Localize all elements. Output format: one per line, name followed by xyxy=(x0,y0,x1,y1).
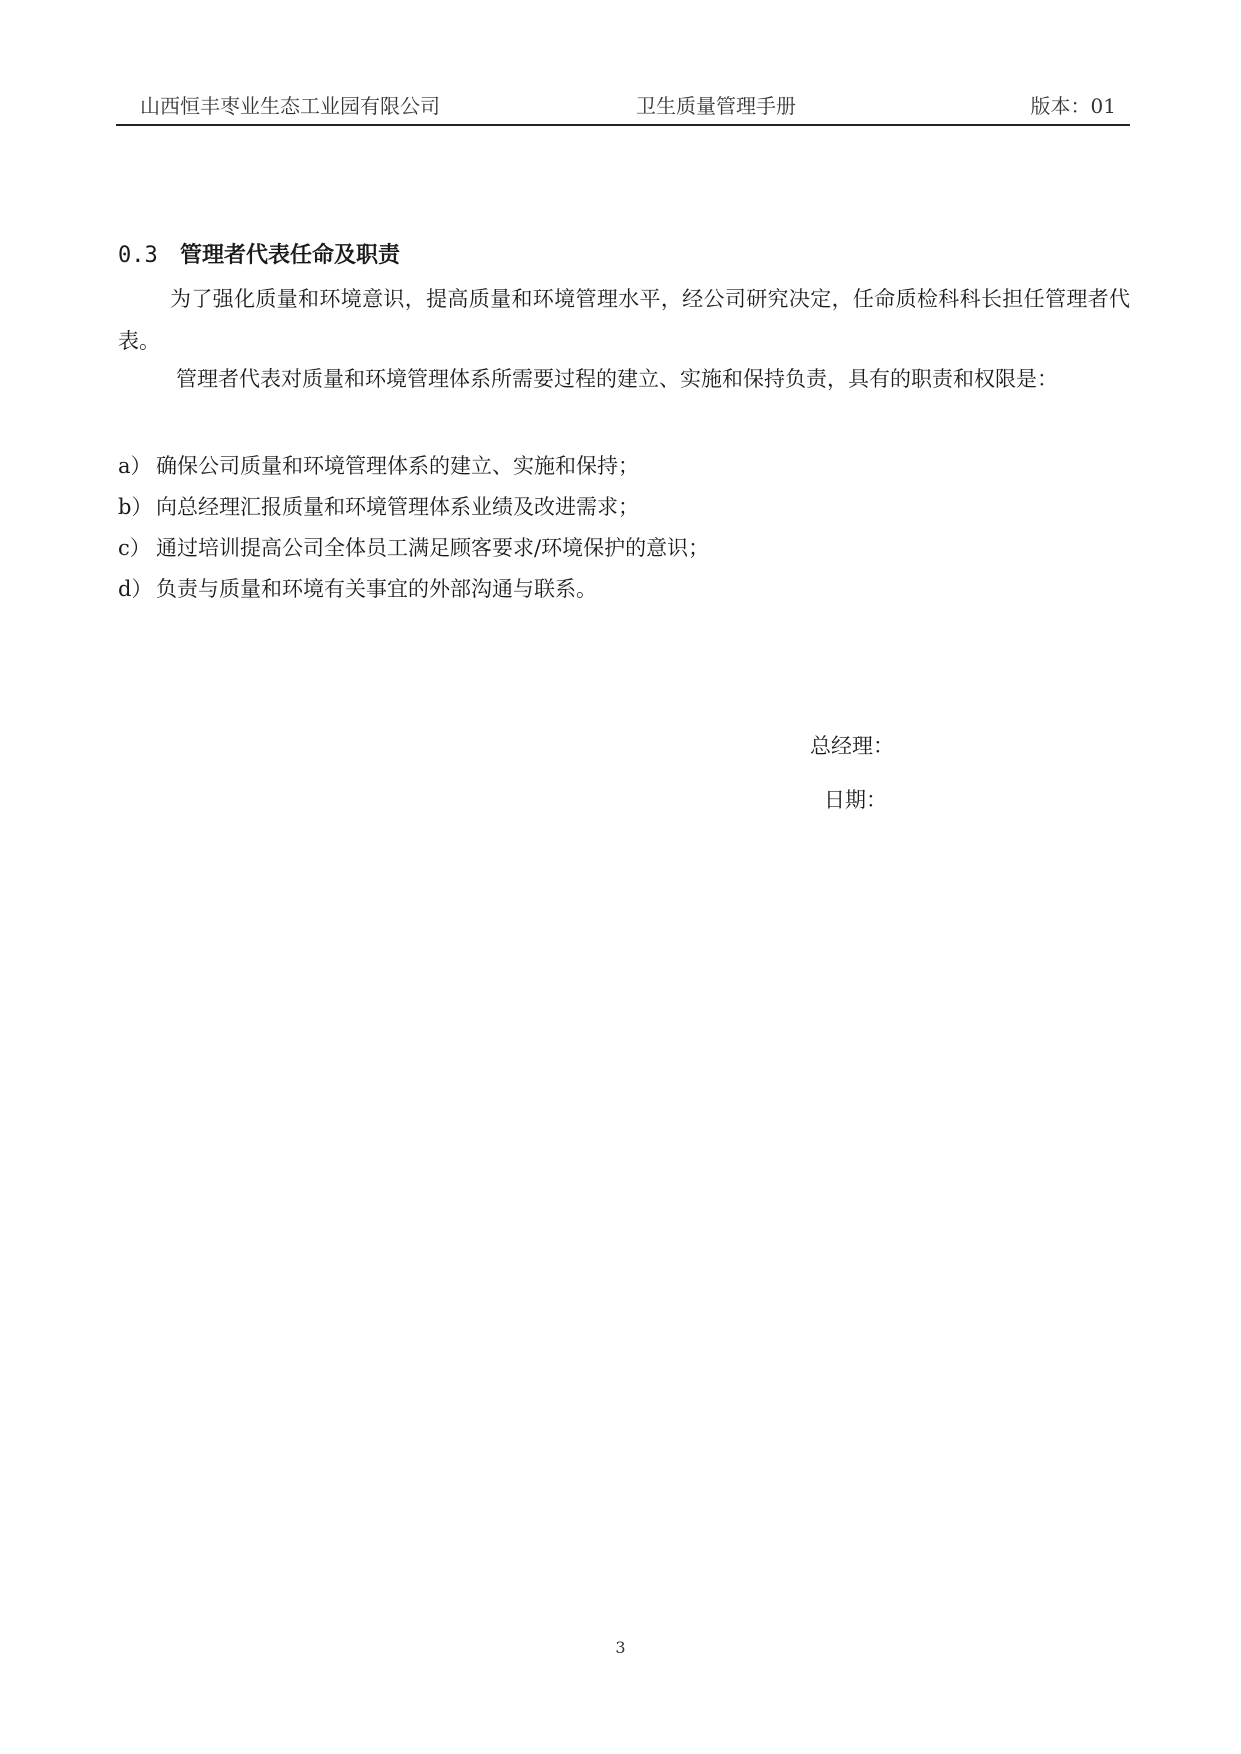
page-header xyxy=(116,90,1126,120)
list-item-mark: c） xyxy=(118,536,151,560)
page-number: 3 xyxy=(615,1638,626,1657)
responsibility-list xyxy=(118,446,709,610)
header-version: 版本：01 xyxy=(1030,94,1116,118)
section-title: 管理者代表任命及职责 xyxy=(180,243,401,268)
paragraph-responsibilities: 管理者代表对质量和环境管理体系所需要过程的建立、实施和保持负责，具有的职责和权限是： xyxy=(176,367,1058,391)
header-manual-title: 卫生质量管理手册 xyxy=(636,94,796,118)
list-item-text: 确保公司质量和环境管理体系的建立、实施和保持； xyxy=(156,454,639,478)
section-heading xyxy=(118,238,400,269)
general-manager-signature-label: 总经理： xyxy=(810,734,894,758)
list-item-mark: b） xyxy=(118,495,153,519)
list-item-mark: d） xyxy=(118,577,153,601)
date-label: 日期： xyxy=(824,788,887,812)
list-item-text: 向总经理汇报质量和环境管理体系业绩及改进需求； xyxy=(156,495,639,519)
list-item xyxy=(118,487,709,528)
header-divider xyxy=(116,124,1130,126)
list-item-mark: a） xyxy=(118,454,152,478)
list-item-text: 负责与质量和环境有关事宜的外部沟通与联系。 xyxy=(156,577,597,601)
section-number: 0.3 xyxy=(118,243,158,268)
header-company-name: 山西恒丰枣业生态工业园有限公司 xyxy=(140,94,440,118)
list-item-text: 通过培训提高公司全体员工满足顾客要求/环境保护的意识； xyxy=(156,536,710,560)
paragraph-appointment: 为了强化质量和环境意识，提高质量和环境管理水平，经公司研究决定，任命质检科科长担任管理者代表。 xyxy=(118,287,1130,353)
list-item xyxy=(118,528,709,569)
list-item xyxy=(118,446,709,487)
list-item xyxy=(118,569,709,610)
